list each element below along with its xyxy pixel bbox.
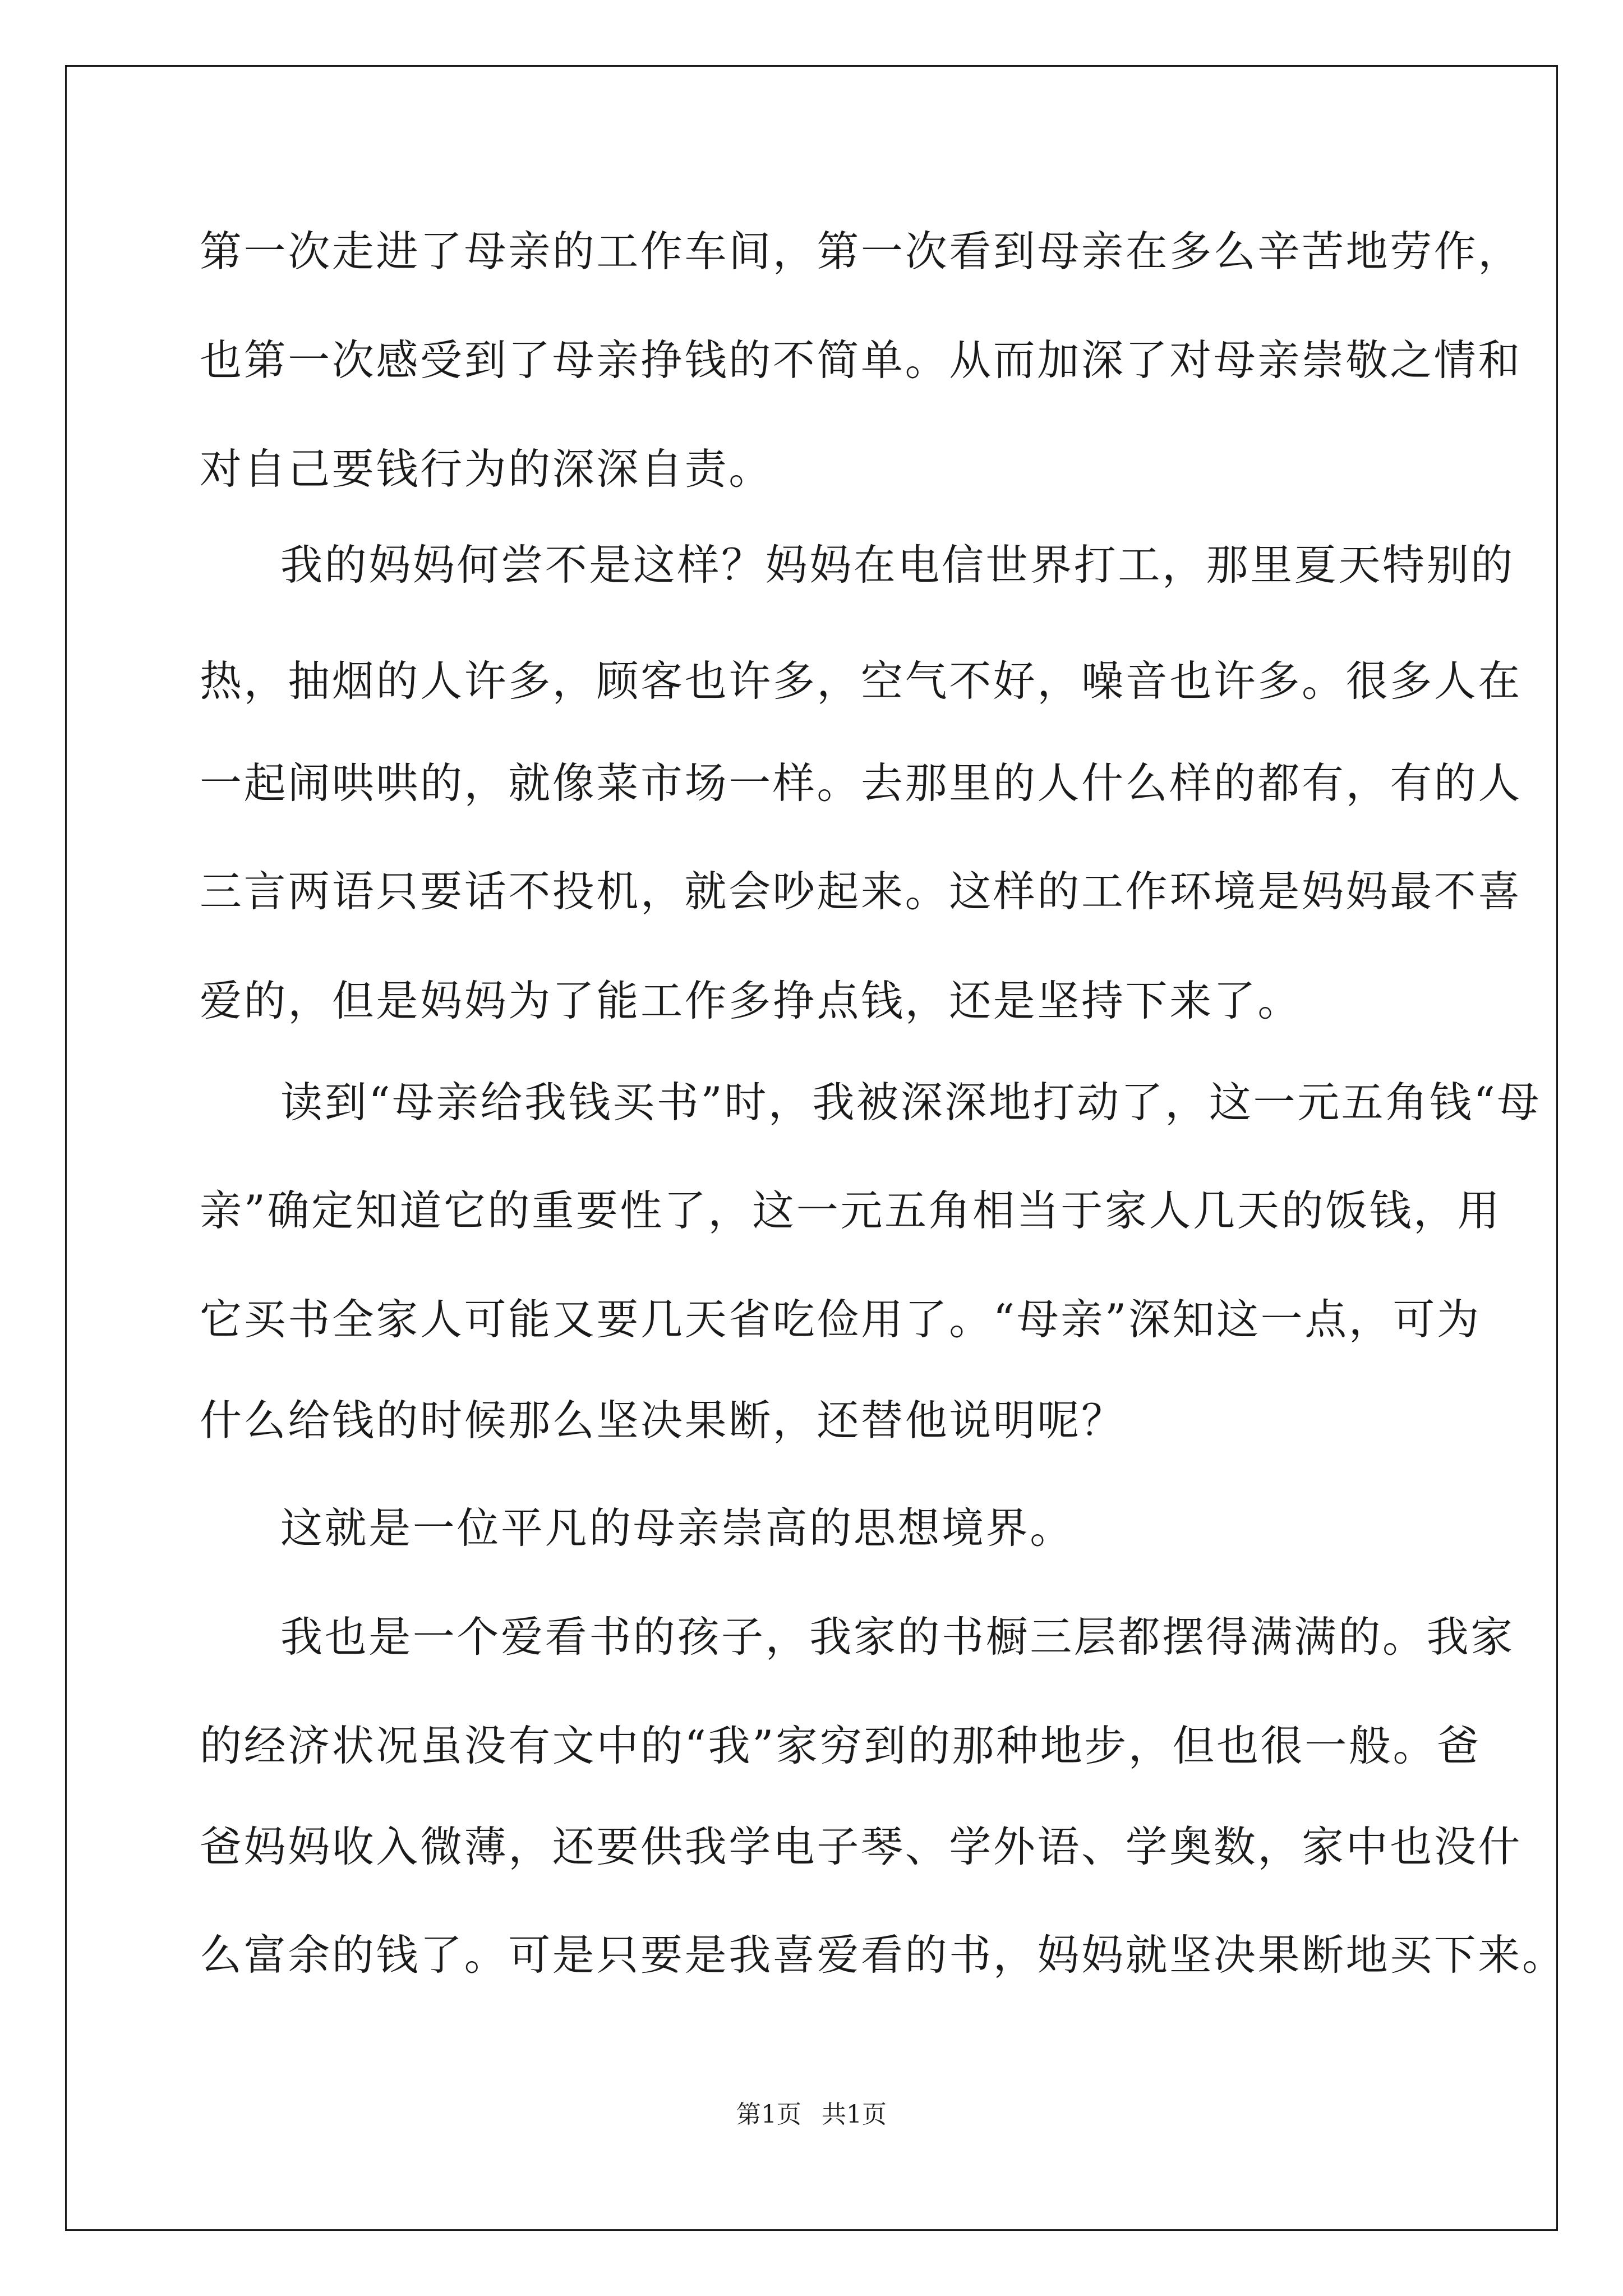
text-line: 三言两语只要话不投机，就会吵起来。这样的工作环境是妈妈最不喜 xyxy=(200,867,1523,916)
paragraph-start-line: 读到“母亲给我钱买书”时，我被深深地打动了，这一元五角钱“母 xyxy=(280,1078,1542,1127)
text-line: 它买书全家人可能又要几天省吃俭用了。“母亲”深知这一点，可为 xyxy=(200,1295,1481,1344)
paragraph-start-line: 这就是一位平凡的母亲崇高的思想境界。 xyxy=(280,1503,1074,1553)
text-line: 爸妈妈收入微薄，还要供我学电子琴、学外语、学奥数，家中也没什 xyxy=(200,1822,1523,1871)
text-line: 一起闹哄哄的，就像菜市场一样。去那里的人什么样的都有，有的人 xyxy=(200,758,1523,808)
page-total: 共1页 xyxy=(822,2100,887,2129)
text-line: 什么给钱的时候那么坚决果断，还替他说明呢？ xyxy=(200,1396,1126,1445)
text-line: 么富余的钱了。可是只要是我喜爱看的书，妈妈就坚决果断地买下来。 xyxy=(200,1930,1566,1980)
text-line: 亲”确定知道它的重要性了，这一元五角相当于家人几天的饭钱，用 xyxy=(200,1186,1502,1235)
paragraph-start-line: 我也是一个爱看书的孩子，我家的书橱三层都摆得满满的。我家 xyxy=(280,1612,1515,1662)
text-line: 热，抽烟的人许多，顾客也许多，空气不好，噪音也许多。很多人在 xyxy=(200,656,1523,706)
page-footer xyxy=(0,2098,1623,2132)
page-number: 第1页 xyxy=(736,2100,801,2129)
text-line: 也第一次感受到了母亲挣钱的不简单。从而加深了对母亲崇敬之情和 xyxy=(200,335,1523,385)
text-line: 第一次走进了母亲的工作车间，第一次看到母亲在多么辛苦地劳作， xyxy=(200,227,1523,276)
page-frame xyxy=(65,65,1558,2231)
text-line: 的经济状况虽没有文中的“我”家穷到的那种地步，但也很一般。爸 xyxy=(200,1721,1481,1770)
text-line: 对自己要钱行为的深深自责。 xyxy=(200,444,773,494)
text-line: 爱的，但是妈妈为了能工作多挣点钱，还是坚持下来了。 xyxy=(200,976,1302,1025)
paragraph-start-line: 我的妈妈何尝不是这样？妈妈在电信世界打工，那里夏天特别的 xyxy=(280,540,1515,590)
